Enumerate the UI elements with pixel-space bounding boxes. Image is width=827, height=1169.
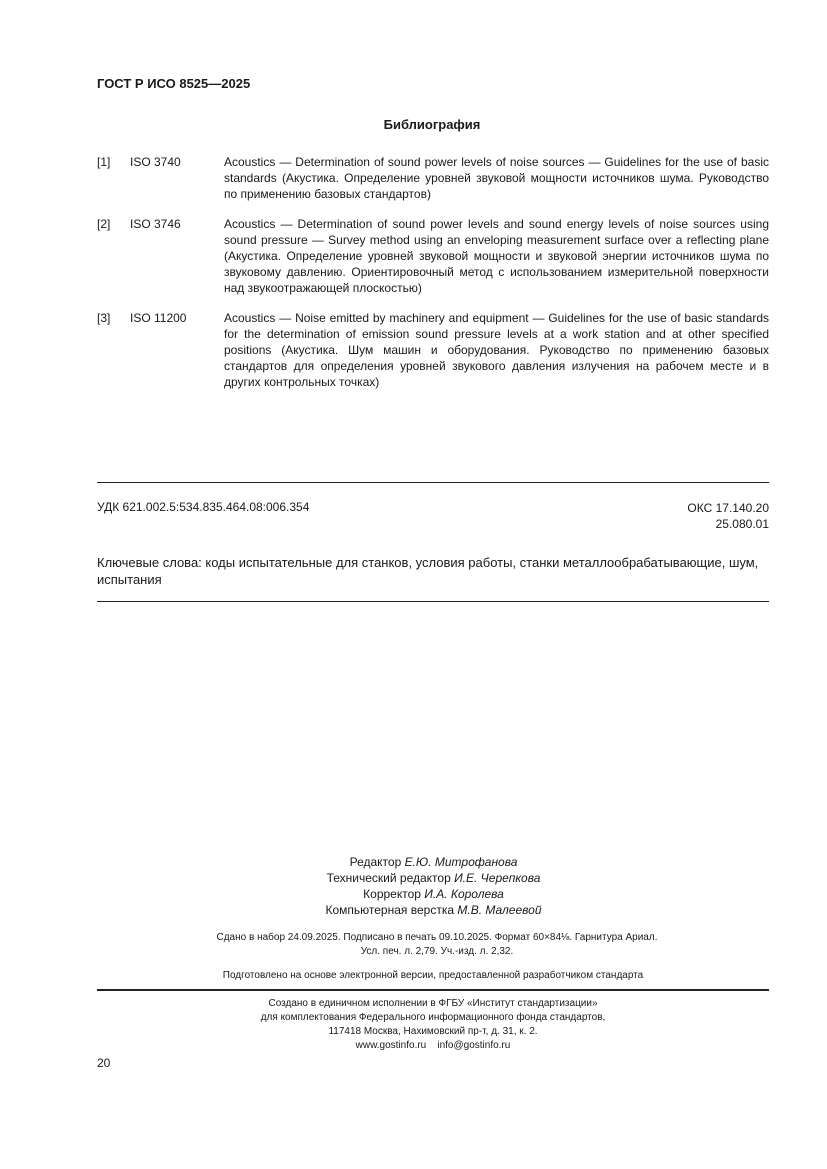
keywords: Ключевые слова: коды испытательные для станков, условия работы, станки металлообрабатывающие, шум, испытания — [97, 555, 759, 587]
entry-number: [1] — [97, 155, 111, 169]
entry-code: ISO 3740 — [130, 155, 181, 169]
publisher-info — [97, 997, 769, 1053]
page-number: 20 — [97, 1056, 111, 1070]
credit-name: И.Е. Черепкова — [454, 871, 541, 885]
publisher-line: Создано в единичном исполнении в ФГБУ «Институт стандартизации» — [268, 998, 598, 1009]
entry-text: Acoustics — Determination of sound power levels and sound energy levels of noise sources using sound pressure — Survey method using an enveloping measurement surface over a reflecting plane (Акустика. Определение уровней звуковой мощности и звуковой энергии источников шума по звуковому давлению. Ориентировочный метод с использованием измерительной поверхности над звукоотражающей плоскостью) — [224, 217, 769, 295]
publisher-contacts: www.gostinfo.ru info@gostinfo.ru — [355, 1040, 511, 1051]
credit-label: Корректор — [363, 887, 421, 901]
bibliography-title: Библиография — [383, 117, 481, 132]
entry-text: Acoustics — Noise emitted by machinery and equipment — Guidelines for the use of basic standards for the determination of emission sound pressure levels at a work station and at other specified positions (Акустика. Шум машин и оборудования. Руководство по применению базовых стандартов для определения уровней звукового давления излучения на рабочем месте и в других контрольных точках) — [224, 311, 769, 389]
divider-top — [97, 482, 769, 483]
udk-code: УДК 621.002.5:534.835.464.08:006.354 — [97, 500, 310, 514]
divider-bottom — [97, 989, 769, 991]
publisher-line: 117418 Москва, Нахимовский пр-т, д. 31, к. 2. — [328, 1026, 538, 1037]
print-info — [97, 931, 777, 959]
print-info-line: Сдано в набор 24.09.2025. Подписано в печать 09.10.2025. Формат 60×84⅛. Гарнитура Ариал. — [216, 932, 658, 943]
credit-tech-editor — [240, 870, 627, 886]
credit-label: Компьютерная верстка — [325, 903, 455, 917]
prepared-note: Подготовлено на основе электронной версии, предоставленной разработчиком стандарта — [222, 970, 644, 981]
bibliography-list — [97, 154, 769, 404]
credit-name: М.В. Малеевой — [457, 903, 542, 917]
entry-number: [3] — [97, 311, 111, 325]
oks-code-1: ОКС 17.140.20 — [687, 501, 769, 515]
entry-code: ISO 11200 — [130, 311, 187, 325]
publisher-line: для комплектования Федерального информационного фонда стандартов, — [260, 1012, 606, 1023]
oks-codes — [687, 500, 769, 532]
credit-layout — [240, 902, 627, 918]
oks-code-2: 25.080.01 — [715, 517, 769, 531]
credit-label: Редактор — [349, 855, 402, 869]
credit-editor — [240, 854, 627, 870]
bibliography-entry — [97, 310, 769, 390]
document-header: ГОСТ Р ИСО 8525—2025 — [97, 76, 251, 91]
entry-text: Acoustics — Determination of sound power levels of noise sources — Guidelines for the use of basic standards (Акустика. Определение уровней звуковой мощности источников шума. Руководство по применению базовых стандартов) — [224, 155, 769, 201]
credit-name: И.А. Королева — [424, 887, 504, 901]
divider-keywords — [97, 601, 769, 602]
bibliography-entry — [97, 154, 769, 202]
credit-name: Е.Ю. Митрофанова — [404, 855, 518, 869]
credit-label: Технический редактор — [326, 871, 451, 885]
credit-corrector — [240, 886, 627, 902]
entry-number: [2] — [97, 217, 111, 231]
print-info-line: Усл. печ. л. 2,79. Уч.-изд. л. 2,32. — [360, 946, 514, 957]
bibliography-entry — [97, 216, 769, 296]
entry-code: ISO 3746 — [130, 217, 181, 231]
credits-block — [240, 854, 627, 918]
